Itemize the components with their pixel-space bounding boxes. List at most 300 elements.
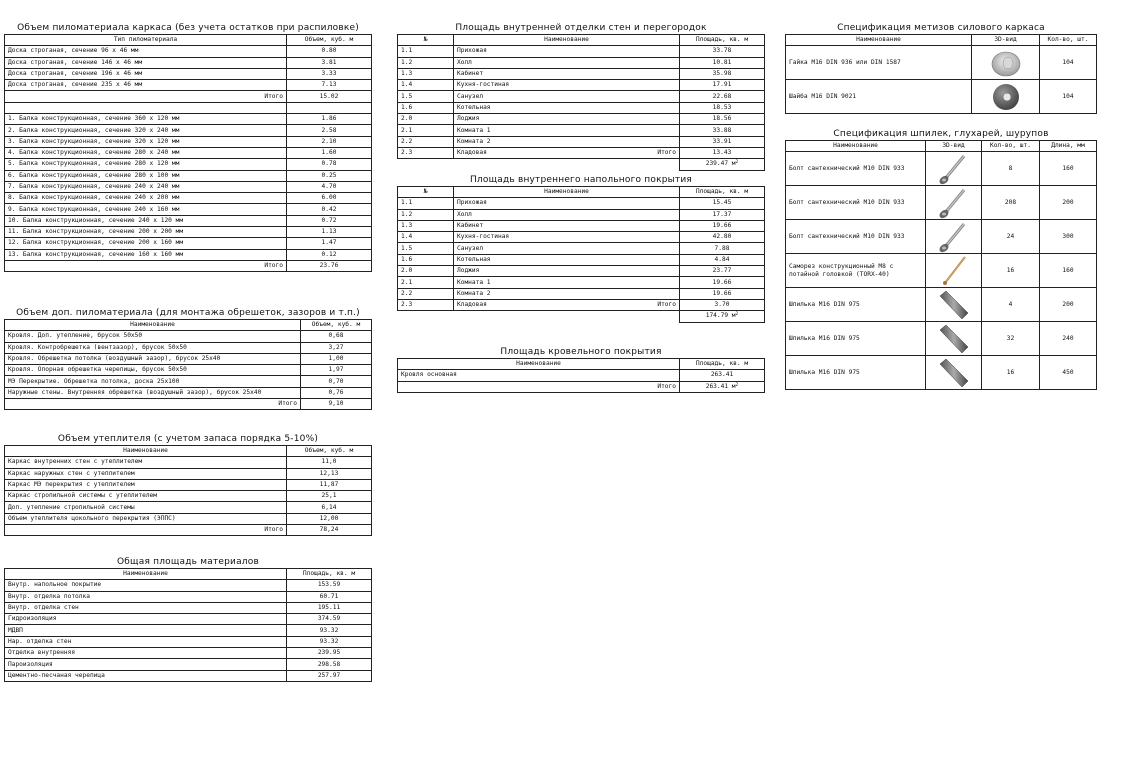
header-cell: Наименование [786, 35, 972, 46]
fasteners-spec-table [785, 128, 1097, 390]
cell-value: 1.13 [287, 227, 372, 238]
cell-value: 7.13 [287, 80, 372, 91]
total-row [5, 525, 372, 536]
cell-value: 17.37 [680, 209, 765, 220]
cell-name: Шпилька М16 DIN 975 [786, 322, 926, 356]
table-row [5, 365, 372, 376]
cell-number: 1.1 [398, 46, 454, 57]
cell-name: Доска строганая, сечение 196 x 46 мм [5, 68, 287, 79]
cell-value: 1.86 [287, 114, 372, 125]
cell-name: 1. Балка конструкционная, сечение 360 x 120 мм [5, 114, 287, 125]
table-row [398, 125, 765, 136]
cell-length: 160 [1040, 254, 1097, 288]
table-row [398, 243, 765, 254]
table-row [398, 266, 765, 277]
table-row [786, 288, 1097, 322]
cell-name: Кровля. Опорная обрешетка черепицы, брусок 50x50 [5, 365, 301, 376]
row-label: Кладовая [457, 149, 487, 157]
table-row [5, 636, 372, 647]
table-row [398, 57, 765, 68]
cell-name: Болт сантехнический М10 DIN 933 [786, 220, 926, 254]
table-header [5, 320, 372, 331]
cell-name: 4. Балка конструкционная, сечение 280 x 240 мм [5, 147, 287, 158]
cell-value: 4.70 [287, 181, 372, 192]
cell-name: Кровля. Доп. утепление, брусок 50x50 [5, 331, 301, 342]
header-cell: 3D-вид [926, 141, 982, 152]
table-row [5, 353, 372, 364]
stud-icon [926, 288, 982, 322]
cell-value: 6,14 [287, 502, 372, 513]
unit-sup: 2 [735, 312, 739, 318]
cell-name: Прихожая [454, 46, 680, 57]
cell-value: 60.71 [287, 591, 372, 602]
table-header [398, 35, 765, 46]
cell-name: Шпилька М16 DIN 975 [786, 288, 926, 322]
table-row [5, 580, 372, 591]
cell-value: 3.81 [287, 57, 372, 68]
washer-icon [972, 80, 1040, 114]
wall-finish-table [397, 22, 765, 171]
cell-value: 35.98 [680, 68, 765, 79]
cell-name: Шпилька М16 DIN 975 [786, 356, 926, 390]
cell-length: 160 [1040, 152, 1097, 186]
header-cell: Объем, куб. м [287, 446, 372, 457]
table-row [786, 356, 1097, 390]
wall-finish-title: Площадь внутренней отделки стен и перегородок [455, 23, 707, 33]
cell-length: 240 [1040, 322, 1097, 356]
cell-value: 10.81 [680, 57, 765, 68]
table-row [5, 136, 372, 147]
cell-name: Болт сантехнический М10 DIN 933 [786, 152, 926, 186]
table-row [5, 591, 372, 602]
table-row [5, 238, 372, 249]
table-header [5, 569, 372, 580]
cell-value: 33.78 [680, 46, 765, 57]
table-row [5, 215, 372, 226]
table-row [5, 249, 372, 260]
cell-name: Саморез конструкционный М8 с потайной головкой (TORX-40) [786, 254, 926, 288]
cell-value: 18.56 [680, 114, 765, 125]
total-value: 23.76 [287, 260, 372, 271]
table-row [5, 670, 372, 681]
cell-name: Доска строганая, сечение 96 x 46 мм [5, 46, 287, 57]
header-cell: Наименование [5, 569, 287, 580]
cell-value: 12,00 [287, 513, 372, 524]
table-header [786, 141, 1097, 152]
total-row [398, 311, 765, 322]
cell-quantity: 32 [982, 322, 1040, 356]
cell-value: 1,00 [301, 353, 372, 364]
cell-number: 2.2 [398, 288, 454, 299]
lumber-frame-table [4, 22, 372, 272]
cell-name: Доп. утепление стропильной системы [5, 502, 287, 513]
table-row [5, 376, 372, 387]
cell-name: 9. Балка конструкционная, сечение 240 x 160 мм [5, 204, 287, 215]
cell-value: 0.80 [287, 46, 372, 57]
cell-value: 0.12 [287, 249, 372, 260]
cell-value: 0,68 [301, 331, 372, 342]
table-row [398, 299, 765, 310]
table-row [398, 46, 765, 57]
table-row [5, 513, 372, 524]
header-cell: № [398, 35, 454, 46]
cell-name: Кабинет [454, 68, 680, 79]
cell-value: 33.91 [680, 136, 765, 147]
cell-name: Кровля основная [398, 370, 680, 381]
table-row [786, 46, 1097, 80]
cell-value: 18.53 [680, 102, 765, 113]
cell-name: Гидроизоляция [5, 614, 287, 625]
cell-name: 10. Балка конструкционная, сечение 240 x 120 мм [5, 215, 287, 226]
table-row [398, 220, 765, 231]
cell-name: Наружные стены. Внутренняя обрешетка (воздушный зазор), брусок 25x40 [5, 387, 301, 398]
cell-number: 1.3 [398, 220, 454, 231]
cell-number: 1.1 [398, 198, 454, 209]
table-row [398, 232, 765, 243]
lumber-frame-title: Объем пиломатериала каркаса (без учета остатков при распиловке) [17, 23, 359, 33]
cell-quantity: 16 [982, 254, 1040, 288]
cell-name: Болт сантехнический М10 DIN 933 [786, 186, 926, 220]
cell-value: 19.66 [680, 277, 765, 288]
cell-value: 7.88 [680, 243, 765, 254]
cell-name: Гайка М16 DIN 936 или DIN 1587 [786, 46, 972, 80]
cell-name: Комната 2 [454, 136, 680, 147]
table-row [786, 152, 1097, 186]
table-row [398, 277, 765, 288]
cell-name: Шайба М16 DIN 9021 [786, 80, 972, 114]
cell-name: 12. Балка конструкционная, сечение 200 x 160 мм [5, 238, 287, 249]
cell-name: Холл [454, 57, 680, 68]
cell-name: Котельная [454, 254, 680, 265]
table-row [5, 479, 372, 490]
table-row [5, 170, 372, 181]
total-label: Итого [657, 149, 676, 157]
total-label: Итого [5, 525, 287, 536]
cell-value: 4.84 [680, 254, 765, 265]
cell-number: 2.1 [398, 125, 454, 136]
cell-value: 374.59 [287, 614, 372, 625]
cell-value: 2.58 [287, 125, 372, 136]
cell-value: 298.58 [287, 659, 372, 670]
table-header [5, 446, 372, 457]
cell-value: 19.66 [680, 220, 765, 231]
total-row [5, 260, 372, 271]
cell-quantity: 16 [982, 356, 1040, 390]
cell-quantity: 4 [982, 288, 1040, 322]
cell-name [454, 299, 680, 310]
cell-name [454, 147, 680, 158]
header-cell: Длина, мм [1040, 141, 1097, 152]
insulation-title: Объем утеплителя (с учетом запаса порядка 5-10%) [57, 434, 319, 444]
cell-name: 8. Балка конструкционная, сечение 240 x 200 мм [5, 193, 287, 204]
table-row [398, 198, 765, 209]
table-row [398, 68, 765, 79]
total-row [398, 159, 765, 170]
stud-icon [926, 322, 982, 356]
table-row [786, 254, 1097, 288]
header-cell: № [398, 187, 454, 198]
cell-value: 22.68 [680, 91, 765, 102]
cell-name: Отделка внутренняя [5, 648, 287, 659]
cell-name: Каркас МЭ перекрытия с утеплителем [5, 479, 287, 490]
cell-value: 15.45 [680, 198, 765, 209]
cell-value: 1.47 [287, 238, 372, 249]
cell-value: 0.78 [287, 159, 372, 170]
cell-name: 3. Балка конструкционная, сечение 320 x 120 мм [5, 136, 287, 147]
cell-name: Каркас внутренних стен с утеплителем [5, 457, 287, 468]
cell-number: 1.4 [398, 232, 454, 243]
cell-number: 2.3 [398, 147, 454, 158]
header-cell: Наименование [454, 35, 680, 46]
cell-number: 2.0 [398, 266, 454, 277]
extra-lumber-table [4, 307, 372, 410]
table-row [5, 625, 372, 636]
total-row [398, 381, 765, 392]
cell-number: 1.2 [398, 209, 454, 220]
total-value [680, 159, 765, 170]
stud-icon [926, 356, 982, 390]
cell-name: Санузел [454, 91, 680, 102]
table-row [398, 91, 765, 102]
cell-name: МЭ Перекрытие. Обрешетка потолка, доска 25x100 [5, 376, 301, 387]
total-label: Итого [5, 399, 301, 410]
cell-length: 300 [1040, 220, 1097, 254]
header-cell: Наименование [454, 187, 680, 198]
table-row [5, 491, 372, 502]
cell-number: 2.1 [398, 277, 454, 288]
cell-quantity: 8 [982, 152, 1040, 186]
row-label: Кладовая [457, 301, 487, 309]
cell-number: 1.2 [398, 57, 454, 68]
cell-name: Доска строганая, сечение 146 x 46 мм [5, 57, 287, 68]
cell-name: Кровля. Контробрешетка (вентзазор), брусок 50x50 [5, 342, 301, 353]
cell-quantity: 208 [982, 186, 1040, 220]
cell-value: 1.60 [287, 147, 372, 158]
nut-icon [972, 46, 1040, 80]
cell-name: 13. Балка конструкционная, сечение 160 x 160 мм [5, 249, 287, 260]
cell-number: 2.2 [398, 136, 454, 147]
total-value: 15.02 [287, 91, 372, 102]
cell-name: Комната 1 [454, 125, 680, 136]
cell-name: Лоджия [454, 114, 680, 125]
table-header [398, 187, 765, 198]
cell-name: Каркас наружных стен с утеплителем [5, 468, 287, 479]
blank-cell [398, 159, 680, 170]
cell-value: 239.95 [287, 648, 372, 659]
cell-value: 19.66 [680, 288, 765, 299]
cell-name: 7. Балка конструкционная, сечение 240 x 240 мм [5, 181, 287, 192]
table-row [5, 159, 372, 170]
blank-cell [398, 311, 680, 322]
total-value [680, 381, 765, 392]
table-header [5, 35, 372, 46]
cell-name: Кухня-гостиная [454, 80, 680, 91]
table-row [5, 46, 372, 57]
cell-quantity: 104 [1040, 46, 1097, 80]
cell-value: 0,76 [301, 387, 372, 398]
cell-value: 93.32 [287, 625, 372, 636]
table-row [5, 147, 372, 158]
cell-value: 0.25 [287, 170, 372, 181]
floor-covering-title: Площадь внутреннего напольного покрытия [469, 175, 693, 185]
cell-name: 6. Балка конструкционная, сечение 280 x 100 мм [5, 170, 287, 181]
table-row [5, 342, 372, 353]
table-header [786, 35, 1097, 46]
header-cell: Площадь, кв. м [680, 187, 765, 198]
table-row [786, 186, 1097, 220]
cell-name: Комната 1 [454, 277, 680, 288]
materials-area-table [4, 556, 372, 682]
table-row [398, 102, 765, 113]
cell-quantity: 24 [982, 220, 1040, 254]
insulation-table [4, 433, 372, 536]
screw-icon [926, 254, 982, 288]
cell-value: 93.32 [287, 636, 372, 647]
total-value [680, 311, 765, 322]
table-row [5, 57, 372, 68]
roof-area-title: Площадь кровельного покрытия [500, 347, 662, 357]
header-cell: Площадь, кв. м [680, 35, 765, 46]
table-row [5, 602, 372, 613]
unit-sup: 2 [735, 160, 739, 166]
table-row [5, 659, 372, 670]
table-row [5, 80, 372, 91]
cell-name: Кровля. Обрешетка потолка (воздушный зазор), брусок 25x40 [5, 353, 301, 364]
cell-name: Комната 2 [454, 288, 680, 299]
table-row [5, 648, 372, 659]
total-row [5, 399, 372, 410]
cell-value: 3.33 [287, 68, 372, 79]
cell-name: МДВП [5, 625, 287, 636]
table-row [5, 457, 372, 468]
total-text: 174.79 м [705, 312, 736, 320]
header-cell: Наименование [786, 141, 926, 152]
cell-number: 2.3 [398, 299, 454, 310]
header-cell: 3D-вид [972, 35, 1040, 46]
cell-name: 5. Балка конструкционная, сечение 280 x 120 мм [5, 159, 287, 170]
bolt-icon [926, 220, 982, 254]
cell-quantity: 104 [1040, 80, 1097, 114]
table-row [5, 125, 372, 136]
cell-value: 42.80 [680, 232, 765, 243]
cell-number: 1.6 [398, 254, 454, 265]
cell-value: 1,97 [301, 365, 372, 376]
total-text: 239.47 м [705, 160, 736, 168]
total-value: 9,10 [301, 399, 372, 410]
cell-name: Внутр. отделка потолка [5, 591, 287, 602]
cell-name: Объем утеплителя цокольного перекрытия (ЭППС) [5, 513, 287, 524]
cell-value: 0.42 [287, 204, 372, 215]
total-label: Итого [657, 301, 676, 309]
cell-value: 33.88 [680, 125, 765, 136]
table-row [398, 370, 765, 381]
cell-value: 0,70 [301, 376, 372, 387]
cell-value: 11,0 [287, 457, 372, 468]
total-value: 78,24 [287, 525, 372, 536]
cell-value: 3.70 [680, 299, 765, 310]
header-cell: Наименование [5, 320, 301, 331]
table-row [5, 331, 372, 342]
table-row [786, 322, 1097, 356]
cell-value: 25,1 [287, 491, 372, 502]
cell-number: 1.5 [398, 243, 454, 254]
table-row [398, 288, 765, 299]
cell-value: 3,27 [301, 342, 372, 353]
cell-number: 1.3 [398, 68, 454, 79]
table-row [5, 181, 372, 192]
table-row [786, 220, 1097, 254]
cell-number: 1.5 [398, 91, 454, 102]
table-row [5, 114, 372, 125]
cell-value: 263.41 [680, 370, 765, 381]
fasteners-spec-title: Спецификация шпилек, глухарей, шурупов [833, 129, 1049, 139]
cell-number: 1.4 [398, 80, 454, 91]
cell-name: Доска строганая, сечение 235 x 46 мм [5, 80, 287, 91]
materials-area-title: Общая площадь материалов [117, 557, 259, 567]
header-cell: Объем, куб. м [301, 320, 372, 331]
floor-covering-table [397, 174, 765, 323]
table-row [5, 227, 372, 238]
table-row [5, 204, 372, 215]
cell-name: Прихожая [454, 198, 680, 209]
cell-name: Кухня-гостиная [454, 232, 680, 243]
spacer-row [5, 102, 372, 113]
table-row [5, 468, 372, 479]
header-cell: Кол-во, шт. [982, 141, 1040, 152]
cell-name: Лоджия [454, 266, 680, 277]
table-row [5, 614, 372, 625]
unit-sup: 2 [735, 382, 739, 388]
header-cell: Площадь, кв. м [680, 359, 765, 370]
cell-name: Санузел [454, 243, 680, 254]
cell-name: Каркас стропильной системы с утеплителем [5, 491, 287, 502]
cell-value: 257.97 [287, 670, 372, 681]
table-row [398, 254, 765, 265]
header-cell: Наименование [5, 446, 287, 457]
total-label: Итого [398, 381, 680, 392]
total-row [5, 91, 372, 102]
extra-lumber-title: Объем доп. пиломатериала (для монтажа обрешеток, зазоров и т.п.) [16, 308, 360, 318]
hardware-spec-table [785, 22, 1097, 114]
table-row [5, 68, 372, 79]
table-row [398, 114, 765, 125]
cell-name: Пароизоляция [5, 659, 287, 670]
total-label: Итого [5, 260, 287, 271]
table-row [5, 502, 372, 513]
table-row [398, 136, 765, 147]
bolt-icon [926, 186, 982, 220]
total-label: Итого [5, 91, 287, 102]
table-row [398, 209, 765, 220]
hardware-spec-title: Спецификация метизов силового каркаса [837, 23, 1045, 33]
roof-area-table [397, 346, 765, 393]
cell-name: 11. Балка конструкционная, сечение 200 x 200 мм [5, 227, 287, 238]
cell-value: 2.10 [287, 136, 372, 147]
table-row [5, 193, 372, 204]
table-header [398, 359, 765, 370]
cell-number: 1.6 [398, 102, 454, 113]
cell-name: Внутр. отделка стен [5, 602, 287, 613]
cell-value: 11,87 [287, 479, 372, 490]
header-cell: Наименование [398, 359, 680, 370]
cell-name: Внутр. напольное покрытие [5, 580, 287, 591]
cell-value: 13.43 [680, 147, 765, 158]
cell-length: 200 [1040, 186, 1097, 220]
cell-name: Кабинет [454, 220, 680, 231]
cell-number: 2.0 [398, 114, 454, 125]
cell-value: 17.91 [680, 80, 765, 91]
cell-name: Котельная [454, 102, 680, 113]
